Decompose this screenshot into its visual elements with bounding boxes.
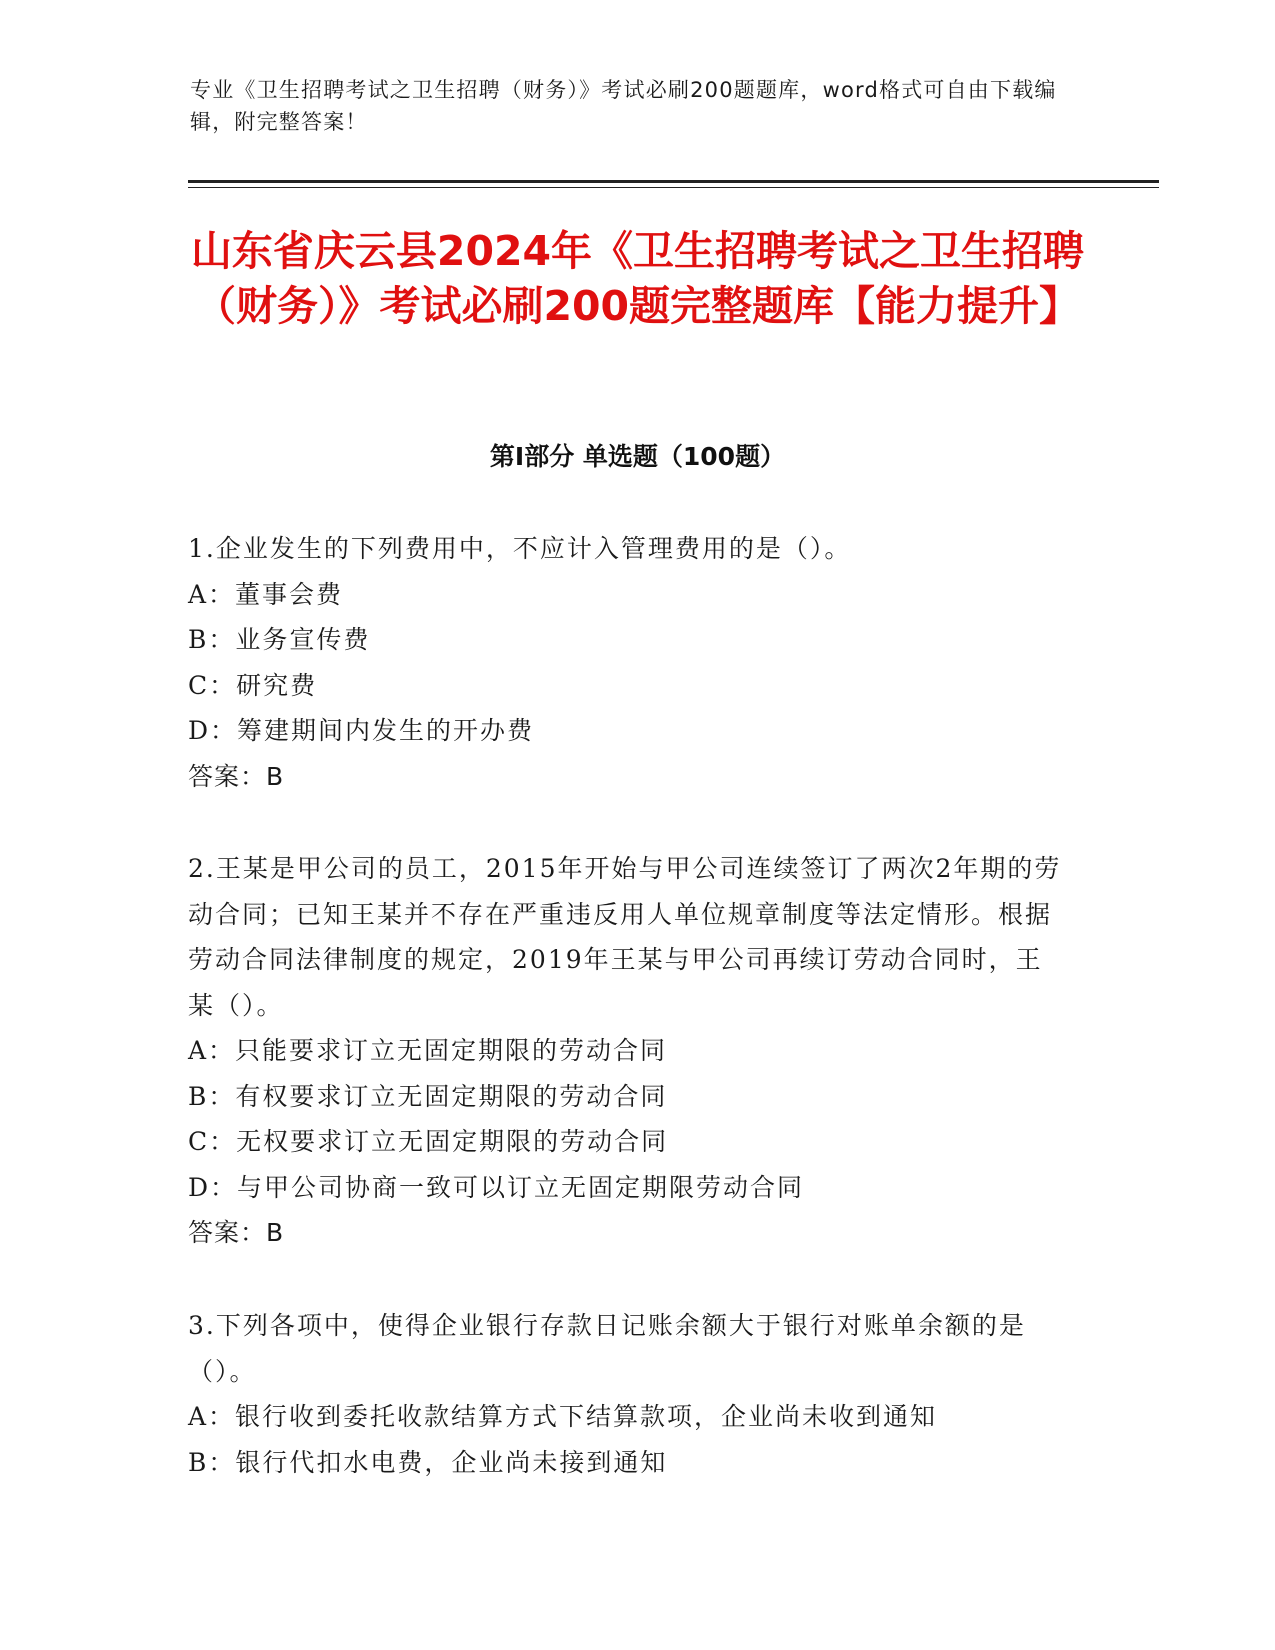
option-b: B：有权要求订立无固定期限的劳动合同 [188, 1081, 668, 1111]
option-b: B：银行代扣水电费，企业尚未接到通知 [188, 1447, 668, 1477]
answer-line: 答案：B [188, 761, 285, 791]
question-block [188, 1303, 1068, 1485]
question-stem: 1.企业发生的下列费用中，不应计入管理费用的是（）。 [188, 534, 852, 563]
question-block [188, 846, 1068, 1256]
answer-line: 答案：B [188, 1218, 285, 1247]
option-c: C：研究费 [188, 670, 318, 700]
option-b: B：业务宣传费 [188, 625, 371, 654]
document-title: 山东省庆云县2024年《卫生招聘考试之卫生招聘（财务）》考试必刷200题完整题库【能力提升】 [190, 227, 1085, 330]
header-note: 专业《卫生招聘考试之卫生招聘（财务）》考试必刷200题题库，word格式可自由下载编辑，附完整答案！ [190, 78, 1057, 134]
option-a: A：只能要求订立无固定期限的劳动合同 [188, 1036, 668, 1065]
header-divider-thick [188, 180, 1159, 183]
question-stem: 2.王某是甲公司的员工，2015年开始与甲公司连续签订了两次2年期的劳动合同；已知王某并不存在严重违反用人单位规章制度等法定情形。根据劳动合同法律制度的规定，2019年王某与甲公司再续订劳动合同时，王某（）。 [188, 854, 1062, 1020]
option-d: D：筹建期间内发生的开办费 [188, 716, 535, 745]
question-stem: 3.下列各项中，使得企业银行存款日记账余额大于银行对账单余额的是（）。 [188, 1311, 1026, 1386]
question-block [188, 526, 1068, 799]
option-a: A：董事会费 [188, 579, 344, 609]
option-d: D：与甲公司协商一致可以订立无固定期限劳动合同 [188, 1172, 805, 1202]
option-a: A：银行收到委托收款结算方式下结算款项，企业尚未收到通知 [188, 1402, 938, 1431]
option-c: C：无权要求订立无固定期限的劳动合同 [188, 1127, 669, 1156]
header-divider-thin [188, 187, 1159, 188]
section-heading: 第I部分 单选题（100题） [489, 442, 786, 471]
